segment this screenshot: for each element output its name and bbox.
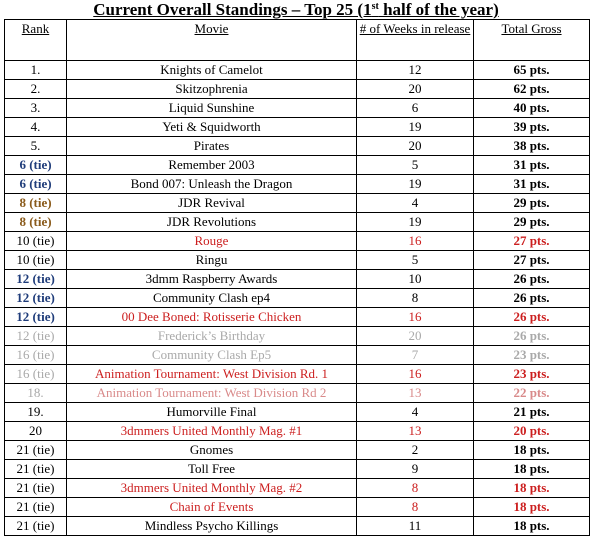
weeks-cell: 11 — [357, 517, 474, 536]
table-row — [5, 327, 590, 346]
weeks-cell: 20 — [357, 327, 474, 346]
gross-cell: 29 pts. — [474, 194, 590, 213]
movie-cell: Pirates — [67, 137, 357, 156]
header-movie: Movie — [67, 20, 357, 61]
gross-cell: 40 pts. — [474, 99, 590, 118]
table-row — [5, 175, 590, 194]
gross-cell: 22 pts. — [474, 384, 590, 403]
movie-cell: Mindless Psycho Killings — [67, 517, 357, 536]
weeks-cell: 13 — [357, 422, 474, 441]
rank-cell: 16 (tie) — [5, 365, 67, 384]
gross-cell: 26 pts. — [474, 327, 590, 346]
rank-cell: 12 (tie) — [5, 308, 67, 327]
table-row — [5, 213, 590, 232]
table-row — [5, 137, 590, 156]
table-row — [5, 270, 590, 289]
gross-cell: 31 pts. — [474, 175, 590, 194]
movie-cell: Community Clash Ep5 — [67, 346, 357, 365]
rank-cell: 12 (tie) — [5, 289, 67, 308]
movie-cell: 3dmm Raspberry Awards — [67, 270, 357, 289]
gross-cell: 21 pts. — [474, 403, 590, 422]
rank-cell: 4. — [5, 118, 67, 137]
weeks-cell: 16 — [357, 365, 474, 384]
rank-cell: 21 (tie) — [5, 517, 67, 536]
weeks-cell: 4 — [357, 194, 474, 213]
table-row — [5, 61, 590, 80]
movie-cell: Humorville Final — [67, 403, 357, 422]
header-rank: Rank — [5, 20, 67, 61]
rank-cell: 21 (tie) — [5, 460, 67, 479]
movie-cell: Knights of Camelot — [67, 61, 357, 80]
table-row — [5, 99, 590, 118]
movie-cell: Bond 007: Unleash the Dragon — [67, 175, 357, 194]
rank-cell: 21 (tie) — [5, 498, 67, 517]
weeks-cell: 5 — [357, 156, 474, 175]
rank-cell: 8 (tie) — [5, 194, 67, 213]
table-row — [5, 80, 590, 99]
gross-cell: 26 pts. — [474, 308, 590, 327]
header-gross: Total Gross — [474, 20, 590, 61]
rank-cell: 12 (tie) — [5, 327, 67, 346]
standings-table — [4, 19, 590, 536]
header-row — [5, 20, 590, 61]
table-row — [5, 498, 590, 517]
gross-cell: 39 pts. — [474, 118, 590, 137]
table-row — [5, 251, 590, 270]
table-row — [5, 384, 590, 403]
gross-cell: 18 pts. — [474, 498, 590, 517]
table-row — [5, 460, 590, 479]
gross-cell: 20 pts. — [474, 422, 590, 441]
weeks-cell: 5 — [357, 251, 474, 270]
rank-cell: 12 (tie) — [5, 270, 67, 289]
rank-cell: 5. — [5, 137, 67, 156]
weeks-cell: 19 — [357, 213, 474, 232]
movie-cell: JDR Revival — [67, 194, 357, 213]
rank-cell: 1. — [5, 61, 67, 80]
table-row — [5, 232, 590, 251]
weeks-cell: 19 — [357, 175, 474, 194]
weeks-cell: 2 — [357, 441, 474, 460]
gross-cell: 27 pts. — [474, 251, 590, 270]
weeks-cell: 12 — [357, 61, 474, 80]
table-row — [5, 194, 590, 213]
table-row — [5, 156, 590, 175]
movie-cell: JDR Revolutions — [67, 213, 357, 232]
table-row — [5, 346, 590, 365]
table-row — [5, 308, 590, 327]
movie-cell: Gnomes — [67, 441, 357, 460]
title-end: half of the year) — [378, 0, 499, 19]
weeks-cell: 20 — [357, 137, 474, 156]
rank-cell: 21 (tie) — [5, 479, 67, 498]
weeks-cell: 8 — [357, 479, 474, 498]
table-row — [5, 403, 590, 422]
gross-cell: 27 pts. — [474, 232, 590, 251]
movie-cell: 00 Dee Boned: Rotisserie Chicken — [67, 308, 357, 327]
movie-cell: Rouge — [67, 232, 357, 251]
gross-cell: 18 pts. — [474, 479, 590, 498]
rank-cell: 20 — [5, 422, 67, 441]
table-row — [5, 441, 590, 460]
movie-cell: Chain of Events — [67, 498, 357, 517]
table-row — [5, 517, 590, 536]
gross-cell: 38 pts. — [474, 137, 590, 156]
weeks-cell: 9 — [357, 460, 474, 479]
gross-cell: 26 pts. — [474, 289, 590, 308]
weeks-cell: 10 — [357, 270, 474, 289]
table-row — [5, 479, 590, 498]
table-row — [5, 289, 590, 308]
rank-cell: 19. — [5, 403, 67, 422]
rank-cell: 21 (tie) — [5, 441, 67, 460]
table-row — [5, 422, 590, 441]
weeks-cell: 6 — [357, 99, 474, 118]
movie-cell: Toll Free — [67, 460, 357, 479]
movie-cell: 3dmmers United Monthly Mag. #1 — [67, 422, 357, 441]
gross-cell: 18 pts. — [474, 441, 590, 460]
rank-cell: 18. — [5, 384, 67, 403]
movie-cell: Frederick’s Birthday — [67, 327, 357, 346]
gross-cell: 26 pts. — [474, 270, 590, 289]
weeks-cell: 19 — [357, 118, 474, 137]
rank-cell: 10 (tie) — [5, 251, 67, 270]
movie-cell: Ringu — [67, 251, 357, 270]
title-main: Current Overall Standings – Top 25 (1 — [93, 0, 372, 19]
weeks-cell: 16 — [357, 308, 474, 327]
gross-cell: 31 pts. — [474, 156, 590, 175]
weeks-cell: 7 — [357, 346, 474, 365]
movie-cell: Skitzophrenia — [67, 80, 357, 99]
rank-cell: 3. — [5, 99, 67, 118]
movie-cell: Animation Tournament: West Division Rd. 1 — [67, 365, 357, 384]
weeks-cell: 4 — [357, 403, 474, 422]
movie-cell: Yeti & Squidworth — [67, 118, 357, 137]
weeks-cell: 20 — [357, 80, 474, 99]
movie-cell: Remember 2003 — [67, 156, 357, 175]
rank-cell: 6 (tie) — [5, 175, 67, 194]
table-row — [5, 118, 590, 137]
gross-cell: 23 pts. — [474, 365, 590, 384]
gross-cell: 18 pts. — [474, 517, 590, 536]
gross-cell: 65 pts. — [474, 61, 590, 80]
movie-cell: Community Clash ep4 — [67, 289, 357, 308]
movie-cell: 3dmmers United Monthly Mag. #2 — [67, 479, 357, 498]
movie-cell: Animation Tournament: West Division Rd 2 — [67, 384, 357, 403]
rank-cell: 16 (tie) — [5, 346, 67, 365]
rank-cell: 6 (tie) — [5, 156, 67, 175]
weeks-cell: 16 — [357, 232, 474, 251]
movie-cell: Liquid Sunshine — [67, 99, 357, 118]
weeks-cell: 8 — [357, 289, 474, 308]
table-row — [5, 365, 590, 384]
gross-cell: 23 pts. — [474, 346, 590, 365]
rank-cell: 8 (tie) — [5, 213, 67, 232]
rank-cell: 10 (tie) — [5, 232, 67, 251]
gross-cell: 29 pts. — [474, 213, 590, 232]
rank-cell: 2. — [5, 80, 67, 99]
standings-body — [5, 61, 590, 536]
weeks-cell: 8 — [357, 498, 474, 517]
title-superscript: st — [371, 1, 379, 12]
gross-cell: 18 pts. — [474, 460, 590, 479]
header-weeks: # of Weeks in release — [357, 20, 474, 61]
gross-cell: 62 pts. — [474, 80, 590, 99]
page-title — [0, 0, 592, 20]
weeks-cell: 13 — [357, 384, 474, 403]
